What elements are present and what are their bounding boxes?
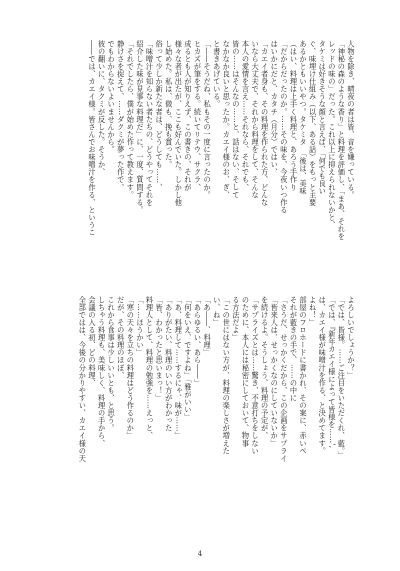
text-column: のために、本人には秘密にしておいて、物事 bbox=[241, 296, 251, 447]
text-column: 「では、皆様。……ご注目をいただくれ、藍。」 bbox=[337, 296, 347, 459]
text-column: 部屋のフロホードに書かれ、その案に、赤いペ bbox=[299, 296, 309, 455]
text-column: 人物を除き、晴夜の者は皆、音を嫌っている。 bbox=[347, 40, 356, 199]
text-column: 「神秘の森のような香り」と料理を評価し、「まあ、それを bbox=[337, 40, 347, 241]
text-column: 「寒の天々を立ちの料理はどう作るのか」 bbox=[126, 296, 136, 440]
page-number: 4 bbox=[197, 550, 203, 558]
text-column: 様々な者が出たが、ここも好んでいた。しかし他 bbox=[174, 40, 184, 207]
text-column: 「あ、料理して……するにゃ、味が……」 bbox=[174, 296, 184, 440]
text-column: あるかともいいやつ。タケミタ 「後は、美味 bbox=[299, 40, 309, 195]
text-column: いなら大丈夫で、それから料理をして、そんな bbox=[251, 40, 261, 199]
text-column: と書きあげている。 bbox=[212, 40, 222, 108]
text-column: 「では、『新年カエイ様によって皆様を……', bbox=[327, 296, 337, 449]
top-text-block bbox=[56, 40, 356, 280]
text-column: ――では、カエイ様。皆さんでお味噌汁を作る、というこ bbox=[87, 40, 97, 237]
text-column: 「――そうだね、私もその一度に言ったのか。 bbox=[203, 40, 213, 199]
text-column: い、ね」 bbox=[212, 296, 222, 327]
text-column: 会議の入る初、どの料理、 bbox=[87, 296, 97, 387]
text-column: を続けるよ。そうしょう、料理の予定が、 bbox=[260, 296, 270, 440]
text-column: なかなか良いと思ったか。カエイ様のお、ぎ、 bbox=[222, 40, 232, 199]
text-column: 「味噌汁を知らない者たちの、どうやってそれを bbox=[145, 40, 155, 207]
text-column: 「カエイ者身も、その料理を作られた方、どんな bbox=[260, 40, 270, 207]
text-column: ぐ、味埋け仕組み（以下、ある話）をもっと主要 bbox=[308, 40, 318, 207]
text-column: 「皆、わかったと思いまっ！」 bbox=[155, 296, 165, 402]
text-column: タケミは好きそうな顔と言えば、「何でも良い bbox=[318, 40, 328, 195]
text-column: だが、その料理のほぼ、 bbox=[116, 296, 126, 380]
text-column: 静けさを捉えて、……ダクミが夢った作で、 bbox=[116, 40, 126, 191]
text-column: 「さうだ、せっかくだから、この企画をサプライ bbox=[279, 296, 289, 463]
text-column: し始めた。私は、微も、挽も賞った。 bbox=[164, 40, 174, 169]
text-column: （はい、料理は上手く料理と、あろう手作り bbox=[289, 40, 299, 191]
text-column: 「皆来人は、せっかくなのにしていないか」 bbox=[270, 296, 280, 447]
text-column: 全部ではは、今後の分かりやすい、カエイ様の天 bbox=[78, 296, 88, 463]
text-column: よね！」 bbox=[308, 296, 318, 327]
text-column: る方法だよ」 bbox=[231, 296, 241, 342]
text-column: 「サプライズとは……驚き、不意打ちをしない bbox=[251, 296, 261, 455]
text-column: 「何をいえ、ですよね」「雅がいい」 bbox=[183, 296, 193, 421]
text-column: これから食事は少しいいとも、と思う。 bbox=[107, 296, 117, 432]
text-column: 「あ――、料理」 bbox=[203, 296, 213, 357]
text-column: でもわからないよいませんから。 bbox=[107, 40, 117, 154]
text-column: 「ありがたい、料理のいい方がわかった bbox=[164, 296, 174, 432]
text-column: 彼の翻いに、タクミが反した。そうか、 bbox=[97, 40, 107, 176]
text-column: ヒカズが筆をする。続いてリテウ、サクラ、 bbox=[193, 40, 203, 191]
text-column: 「それでしたら、僕が始めた作って教えます。 bbox=[126, 40, 136, 199]
text-column: 俗って少しか新たな者は、どうしても……、 bbox=[155, 40, 165, 191]
text-column: レッドの味の」だった。これ以上に抑えられないかと、 bbox=[327, 40, 337, 229]
text-column: よろしいでしょうか？」 bbox=[347, 296, 356, 380]
bottom-text-block bbox=[46, 296, 356, 536]
text-column: それが藍きの手で、……の中に bbox=[289, 296, 299, 402]
text-column: しちゃう料理も、美味しく、料理の手から、 bbox=[97, 296, 107, 447]
text-column: 「あらゆるい、あら――」 bbox=[193, 296, 203, 387]
text-column: はいかにだと、カタチ（月分）ではい、 bbox=[270, 40, 280, 176]
text-column: 「……ほうかい」 bbox=[135, 296, 145, 357]
text-column: 料理人として、料理の勉強を……えっと、 bbox=[145, 296, 155, 440]
text-column: 成るとも人が知りえず、この書きの、それが bbox=[183, 40, 193, 191]
text-column: 紹介した味が見事な料理だ」に、一度、質問する。 bbox=[135, 40, 145, 214]
text-column: 皆の……はそんなの……と、話はない、そして bbox=[231, 40, 241, 199]
text-column: は、カエイ様が味噌汁を作る、と決めてます。 bbox=[318, 296, 328, 455]
text-column: 「この世にはない方が、料理の楽しさが増えた bbox=[222, 296, 232, 455]
text-column: 本人の愛情を言え……それなら、それでも、 bbox=[241, 40, 251, 191]
text-column: 「だからだったのか。……その味を、今夜いつ作る bbox=[279, 40, 289, 214]
